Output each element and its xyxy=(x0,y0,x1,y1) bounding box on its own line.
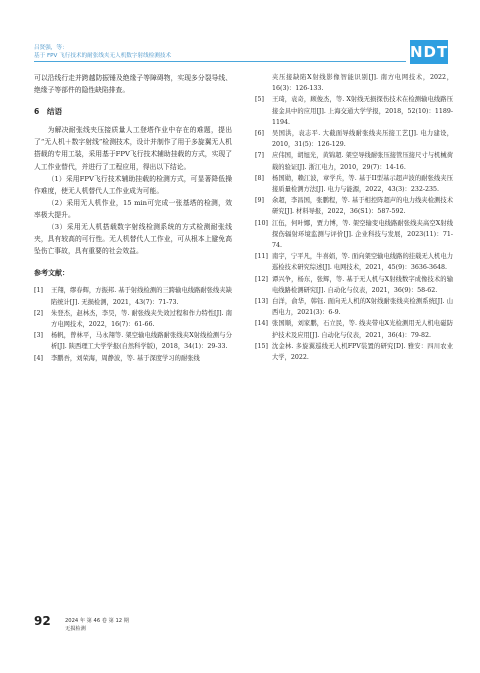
reference-item xyxy=(255,173,453,195)
header-article-title: 基于 FPV 飞行技术的耐张线夹无人机数字射线检测技术 xyxy=(34,53,172,59)
reference-number: [15] xyxy=(255,342,268,350)
reference-number: [8] xyxy=(255,174,264,182)
reference-text: 张国顺，刘家鹏，石立民，等. 线夹带电X光检测用无人机电磁防护技术及应用[J]. 自动化与仪表，2021，36(4)：79-82. xyxy=(272,320,453,339)
reference-item xyxy=(255,72,453,94)
reference-item xyxy=(34,308,232,330)
reference-text: 吴国洪，袁志平. 大截面导线耐张线夹压接工艺[J]. 电力建设，2010，31(5)：126-129. xyxy=(272,130,453,149)
reference-number: [1] xyxy=(34,287,43,295)
reference-item xyxy=(34,285,232,307)
journal-issue: 2024 年 第 46 卷 第 12 期 xyxy=(65,618,129,624)
reference-item xyxy=(255,318,453,340)
journal-logo: NDT xyxy=(410,40,448,64)
reference-number: [2] xyxy=(34,309,43,317)
reference-text: 白洋，俞华，韩钰. 面向无人机的X射线耐张线夹检测系统[J]. 山西电力，2021(3)：6-9. xyxy=(272,298,453,317)
reference-text: 江伍，何叶娜，贾力博，等. 架空输变电线路耐张线夹高空X射线探伤辐射环境监测与评价[J]. 企业科技与发展，2023(11)：71-74. xyxy=(272,219,453,250)
conclusion-point-1: （1）采用FPV飞行技术辅助挂载的检测方式，可显著降低操作难度，使无人机替代人工作业成为可能。 xyxy=(34,174,232,195)
reference-number xyxy=(255,72,272,94)
reference-number: [12] xyxy=(255,275,268,283)
intro-paragraph: 可以沿线行走并跨越防振锤及绝缘子等障碍物，实现多分裂导线、绝缘子等部件的隐性缺陷排查。 xyxy=(34,74,232,95)
conclusion-point-3: （3）采用无人机搭载数字射线检测系统的方式检测耐张线夹，具有较高的可行性。无人机替代人工作业，可从根本上避免高坠伤亡事故，具有重要的社会效益。 xyxy=(34,223,232,256)
reference-number: [7] xyxy=(255,152,264,160)
references-list-left xyxy=(34,285,232,363)
reference-number: [11] xyxy=(255,253,268,261)
reference-text: 南宇，宁平凡，牛喜娟，等. 面向架空输电线路的挂载无人机电力巡检技术研究综述[J]. 电网技术，2021，45(9)：3636-3648. xyxy=(272,253,453,272)
reference-number: [14] xyxy=(255,320,268,328)
reference-number: [13] xyxy=(255,298,268,306)
reference-text: 谭兴争，杨东，张辉，等. 基于无人机与X射线数字成像技术的输电线路检测研究[J]. 自动化与仪表，2021，36(9)：58-62. xyxy=(272,275,453,294)
reference-text: 李鹏吾，刘荣海，周静波，等. 基于深度学习的耐张线 xyxy=(51,354,200,362)
reference-item xyxy=(255,274,453,296)
reference-item xyxy=(255,128,453,150)
reference-number: [4] xyxy=(34,354,43,362)
reference-text: 沈金林. 多旋翼巡线无人机FPV装置的研究[D]. 雅安：四川农业大学，2022. xyxy=(272,342,453,362)
references-list-right xyxy=(255,72,453,363)
reference-text: 杨帆，曾林平，马永翔等. 架空输电线路耐张线夹X射线检测与分析[J]. 陕西理工大学学报(自然科学版)，2018，34(1)：29-33. xyxy=(51,332,232,351)
reference-item xyxy=(255,218,453,252)
reference-text: 应伟国，胡旭光，黄锦超. 架空导线耐张压接管压接尺寸与机械荷载的验证[J]. 浙江电力，2010，29(7)：14-16. xyxy=(272,152,453,171)
page-number: 92 xyxy=(34,614,51,628)
reference-text: 余超，李昌国，张鹏程，等. 基于相控阵超声的电力线夹检测技术研究[J]. 材料导报，2022，36(S1)：587-592. xyxy=(272,197,453,216)
reference-item xyxy=(255,195,453,217)
reference-item xyxy=(255,251,453,273)
reference-text: 朱登杰，赵林杰，李昊，等. 耐张线夹失效过程和作力特性[J]. 南方电网技术，2022，16(7)：61-66. xyxy=(51,309,232,329)
reference-item xyxy=(255,94,453,128)
reference-item xyxy=(34,353,232,364)
reference-number: [3] xyxy=(34,332,43,340)
header-rule xyxy=(34,61,406,62)
conclusion-point-2: （2）采用无人机作业，15 min可完成一张基塔的检测，效率极大提升。 xyxy=(34,198,232,219)
conclusion-paragraph: 为解决耐张线夹压接质量人工登塔作业中存在的难题，提出了“无人机＋数字射线”检测技术，设计并制作了用于多旋翼无人机搭载的专用工装，采用基于FPV飞行技术辅助挂载的方式，实现了人工作业替代，并进行了工程应用，得出以下结论。 xyxy=(34,126,232,171)
reference-number: [5] xyxy=(255,96,264,104)
reference-number: [10] xyxy=(255,219,268,227)
reference-text: 王琦，袁奇，顾俊杰，等. X射线无损探伤技术在检测输电线路压接金具中的应用[J]. 上海交通大学学报，2018，52(10)：1189-1194. xyxy=(272,96,453,126)
journal-name: 无损检测 xyxy=(65,626,86,632)
right-column xyxy=(255,72,453,363)
references-heading: 参考文献： xyxy=(34,269,69,278)
section-heading-conclusion: 6 结语 xyxy=(34,107,63,117)
reference-item xyxy=(255,341,453,363)
header-authors: 吕贤强，等： xyxy=(34,45,68,51)
reference-text: 王翔，缪春辉，方振邦. 基于射线检测的三跨输电线路耐张线夹缺陷统计[J]. 无损检测，2021，43(7)：71-73. xyxy=(51,287,232,306)
left-column xyxy=(34,72,232,364)
reference-text: 杨国勋，赖江波，章学兵，等. 基于II型基示超声波的耐张线夹压接质量检测方法[J]. 电力与能源，2022，43(3)：232-235. xyxy=(272,174,453,194)
reference-item xyxy=(34,330,232,352)
reference-number: [9] xyxy=(255,197,264,205)
reference-item xyxy=(255,150,453,172)
reference-number: [6] xyxy=(255,130,264,138)
reference-text: 夹压接缺陷X射线影像智能识别[J]. 南方电网技术，2022，16(3)：126-133. xyxy=(272,74,453,93)
reference-item xyxy=(255,296,453,318)
